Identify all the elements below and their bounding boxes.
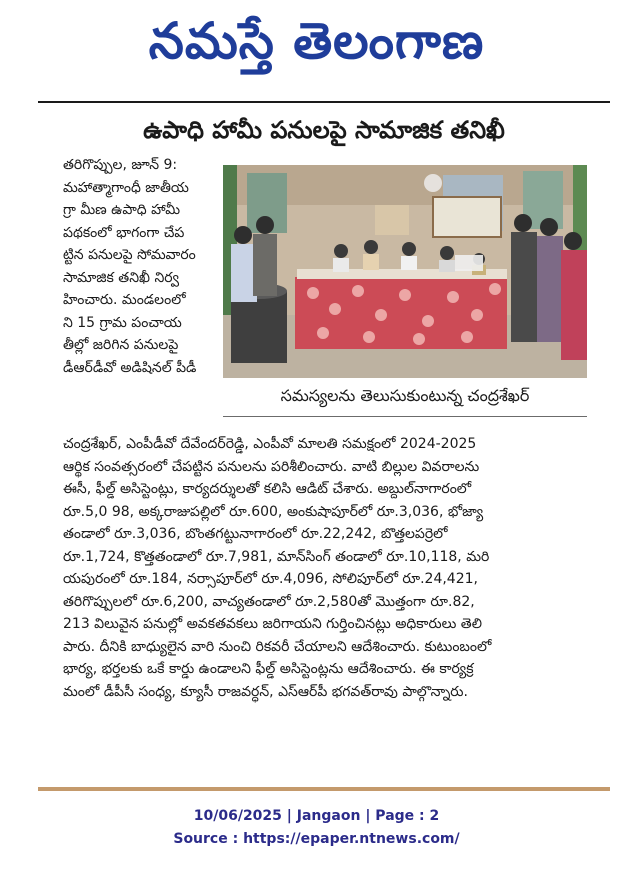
lead-line: ట్టిన పనులపై సోమవారం xyxy=(63,247,196,263)
body-line: ఈసీ, ఫీల్డ్ అసిస్టెంట్లు, కార్యదర్శులతో కలిసి ఆడిట్ చేశారు. అబ్దుల్‌నాగారంలో xyxy=(63,481,472,497)
lead-line: పథకంలో భాగంగా చేప xyxy=(63,224,185,241)
lead-line: హించారు. మండలంలో xyxy=(63,292,186,308)
body-line: మంలో డీపీసీ సంధ్య, క్యూసీ రాజవర్ధన్, ఎస్‌ఆర్‌పీ భగవత్‌రావు పాల్గొన్నారు. xyxy=(63,683,468,700)
footer-dateline: 10/06/2025 | Jangaon | Page : 2 xyxy=(193,808,440,824)
lead-line: సామాజిక తనిఖీ నిర్వ xyxy=(63,269,179,286)
body-line: రూ.1,724, కొత్తతండాలో రూ.7,981, మాన్‌సింగ్ తండాలో రూ.10,118, మరి xyxy=(63,548,490,565)
body-line: తండాలో రూ.3,036, బొంతగట్టునాగారంలో రూ.22,242, బొత్తలపర్రెలో xyxy=(63,526,448,542)
body-line: చంద్రశేఖర్, ఎంపీడీవో దేవేందర్‌రెడ్డి, ఎంపీవో మాలతి సమక్షంలో 2024-2025 xyxy=(63,436,477,452)
footer-source: Source : https://epaper.ntnews.com/ xyxy=(173,831,460,847)
body-line: తరిగొప్పులలో రూ.6,200, వాచ్యతండాలో రూ.2,580తో మొత్తంగా రూ.82, xyxy=(63,593,475,610)
body-line: యపురంలో రూ.184, నర్సాపూర్‌లో రూ.4,096, సోలిపూర్‌లో రూ.24,421, xyxy=(63,571,478,587)
newspaper-masthead xyxy=(0,2,633,80)
body-line: భార్య, భర్తలకు ఒకే కార్డు ఉండాలని ఫీల్డ్ అసిస్టెంట్లను ఆదేశించారు. ఈ కార్యక్ర xyxy=(63,661,474,677)
article-lead-column xyxy=(63,154,216,379)
body-line: 213 విలువైన పనుల్లో అవకతవకలు జరిగాయని గుర్తించినట్లు అధికారులు తెలి xyxy=(63,616,482,632)
footer-divider xyxy=(38,787,610,791)
headline-divider xyxy=(38,101,610,103)
lead-line: ని 15 గ్రామ పంచాయ xyxy=(63,314,182,331)
body-line: పారు. దీనికి బాధ్యులైన వారి నుంచి రికవరీ చేయాలని ఆదేశించారు. కుటుంబంలో xyxy=(63,638,492,655)
lead-line: తీల్లో జరిగిన పనులపై xyxy=(63,337,179,353)
lead-line: తరిగొప్పుల, జూన్ 9: xyxy=(63,157,178,173)
masthead-title: నమస్తే తెలంగాణ xyxy=(148,12,485,70)
lead-line: గ్రా మీణ ఉపాధి హామీ xyxy=(63,202,181,218)
article-body xyxy=(63,433,593,703)
lead-line: డీఆర్‌డీవో అడిషినల్ పీడీ xyxy=(63,359,197,376)
photo-caption: సమస్యలను తెలుసుకుంటున్న చంద్రశేఖర్ xyxy=(280,386,530,405)
article-photo xyxy=(223,165,587,378)
body-line: రూ.5,0 98, అక్కరాజుపల్లిలో రూ.600, అంకుషాపూర్‌లో రూ.3,036, భోజ్యా xyxy=(63,503,484,520)
lead-line: మహాత్మాగాంధీ జాతీయ xyxy=(63,179,189,196)
article-headline: ఉపాధి హామీ పనులపై సామాజిక తనిఖీ xyxy=(143,116,505,144)
caption-divider xyxy=(223,416,587,417)
body-line: ఆర్థిక సంవత్సరంలో చేపట్టిన పనులను పరిశీలించారు. వాటి బిల్లుల వివరాలను xyxy=(63,458,480,475)
